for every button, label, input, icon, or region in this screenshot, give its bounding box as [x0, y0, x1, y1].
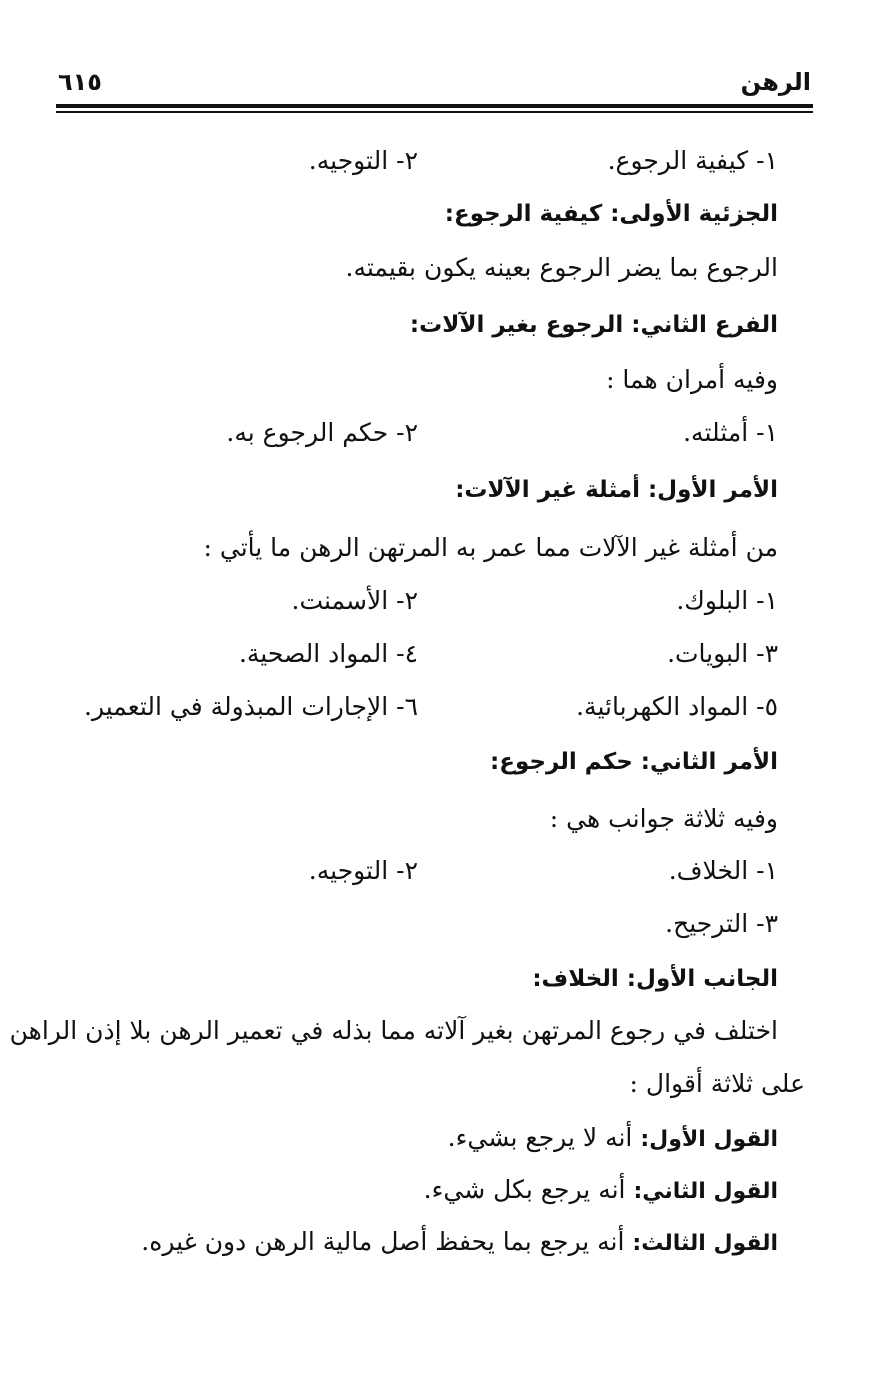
header-rule-thin	[56, 111, 813, 113]
opinion-text: أنه لا يرجع بشيء.	[447, 1123, 633, 1152]
page-number: ٦١٥	[58, 68, 102, 96]
opinion-label: القول الثاني:	[633, 1179, 778, 1204]
list-item: ٣- البويات.	[667, 639, 778, 668]
list-item: ١- أمثلته.	[683, 418, 778, 447]
opinion-label: القول الأول:	[640, 1127, 778, 1152]
matter-heading: الأمر الأول: أمثلة غير الآلات:	[455, 477, 778, 503]
body-text: وفيه أمران هما :	[606, 365, 778, 394]
list-item: ٦- الإجارات المبذولة في التعمير.	[84, 692, 418, 721]
list-item: ٢- التوجيه.	[308, 856, 418, 885]
opinion-line	[424, 1172, 778, 1210]
opinion-text: أنه يرجع بكل شيء.	[423, 1175, 626, 1204]
list-item: ١- كيفية الرجوع.	[607, 146, 778, 175]
list-item: ٢- التوجيه.	[308, 146, 418, 175]
opinion-line	[448, 1120, 778, 1158]
branch-heading: الفرع الثاني: الرجوع بغير الآلات:	[409, 312, 778, 338]
body-text: الرجوع بما يضر الرجوع بعينه يكون بقيمته.	[345, 253, 778, 282]
running-header-title: الرهن	[740, 68, 811, 96]
opinion-label: القول الثالث:	[632, 1231, 778, 1256]
body-text: وفيه ثلاثة جوانب هي :	[549, 804, 778, 833]
paragraph-line: اختلف في رجوع المرتهن بغير آلاته مما بذله في تعمير الرهن بلا إذن الراهن	[9, 1016, 778, 1045]
matter-heading: الأمر الثاني: حكم الرجوع:	[490, 749, 778, 775]
opinion-line	[141, 1224, 778, 1262]
subsection-heading: الجزئية الأولى: كيفية الرجوع:	[444, 201, 778, 227]
list-item: ٢- الأسمنت.	[291, 586, 418, 615]
list-item: ١- البلوك.	[676, 586, 778, 615]
list-item: ٥- المواد الكهربائية.	[576, 692, 778, 721]
aspect-heading: الجانب الأول: الخلاف:	[532, 966, 778, 992]
body-text: من أمثلة غير الآلات مما عمر به المرتهن الرهن ما يأتي :	[203, 533, 778, 562]
list-item: ٣- الترجيح.	[665, 909, 778, 938]
paragraph-line: على ثلاثة أقوال :	[629, 1069, 805, 1098]
opinion-text: أنه يرجع بما يحفظ أصل مالية الرهن دون غيره.	[141, 1227, 625, 1256]
list-item: ٢- حكم الرجوع به.	[226, 418, 418, 447]
list-item: ٤- المواد الصحية.	[238, 639, 418, 668]
header-rule-thick	[56, 104, 813, 108]
list-item: ١- الخلاف.	[668, 856, 778, 885]
